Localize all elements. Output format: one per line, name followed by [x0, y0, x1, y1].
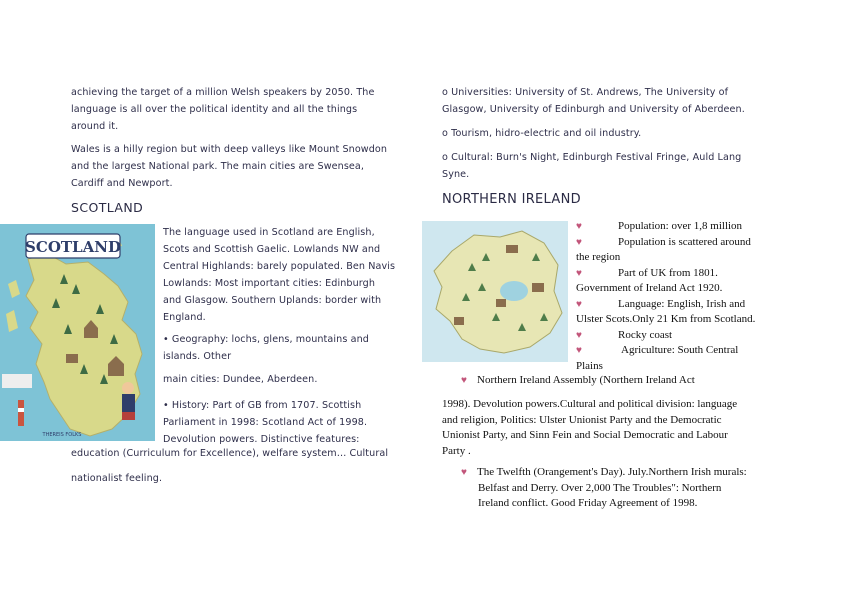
bullet-text: Agriculture: South Central [621, 344, 739, 356]
northern-ireland-heading: NORTHERN IRELAND [442, 192, 581, 207]
list-item [576, 343, 786, 359]
text-line: language is all over the political identity and all the things [71, 104, 358, 115]
bullet-text: Population: over 1,8 million [618, 220, 743, 232]
bullet-text: Northern Ireland Assembly (Northern Ireland Act [477, 374, 695, 386]
text-line: Wales is a hilly region but with deep valleys like Mount Snowdon [71, 144, 388, 155]
scotland-geography [163, 331, 423, 365]
scotland-history-continued: education (Curriculum for Excellence), welfare system… Cultural [71, 448, 389, 459]
text-line: and Glasgow. Southern Uplands: border with [163, 295, 382, 306]
text-line: • History: Part of GB from 1707. Scottish [163, 400, 362, 411]
list-item [461, 465, 791, 481]
heart-icon: ♥ [461, 467, 467, 478]
ni-devolution-paragraph [442, 397, 782, 459]
scotland-universities [442, 84, 782, 118]
map-title-label: SCOTLAND [25, 238, 121, 256]
list-item [576, 297, 786, 313]
text-line: Glasgow, University of Edinburgh and University of Aberdeen. [442, 104, 745, 115]
bullet-text-continued: the region [576, 251, 621, 263]
scotland-history-end: nationalist feeling. [71, 473, 163, 484]
list-item [576, 328, 786, 344]
text-line: and religion, Politics: Ulster Unionist Party and the Democratic [442, 413, 722, 426]
text-line: England. [163, 312, 206, 323]
bullet-text: Language: English, Irish and [618, 297, 746, 310]
heart-icon: ♥ [576, 236, 582, 248]
list-item [576, 235, 786, 251]
bullet-text: The Twelfth (Orangement's Day). July.Northern Irish murals: [477, 466, 747, 478]
text-line: Parliament in 1998: Scotland Act of 1998. [163, 417, 368, 428]
text-line: o Cultural: Burn's Night, Edinburgh Festival Fringe, Auld Lang [442, 152, 742, 163]
heart-icon: ♥ [461, 375, 467, 386]
text-line: islands. Other [163, 351, 232, 362]
text-line: The language used in Scotland are English, [163, 227, 375, 238]
text-line: and the largest National park. The main cities are Swensea, [71, 161, 365, 172]
bullet-text: Population is scattered around [618, 235, 751, 248]
list-item [576, 266, 786, 282]
scotland-history [163, 397, 423, 448]
bullet-text-continued: Ulster Scots.Only 21 Km from Scotland. [576, 313, 756, 325]
text-line: around it. [71, 121, 119, 132]
text-line: achieving the target of a million Welsh speakers by 2050. The [71, 87, 375, 98]
text-line: Lowlands: Most important cities: Edinburgh [163, 278, 376, 289]
heart-icon: ♥ [576, 298, 582, 310]
ni-twelfth-item [461, 465, 791, 512]
scotland-cities: main cities: Dundee, Aberdeen. [163, 374, 318, 385]
heart-icon: ♥ [576, 267, 582, 279]
text-line: Party . [442, 444, 471, 457]
bullet-text-continued: Belfast and Derry. Over 2,000 The Troubles": Northern [478, 481, 722, 494]
text-line: Unionist Party, and Sinn Fein and Social Democratic and Labour [442, 429, 728, 441]
text-line: Central Highlands: barely populated. Ben Navis [163, 261, 396, 272]
text-line: 1998). Devolution powers.Cultural and political division: language [442, 398, 738, 410]
heart-icon: ♥ [576, 345, 582, 356]
bullet-text-continued: Government of Ireland Act 1920. [576, 282, 723, 294]
text-line: Devolution powers. Distinctive features: [163, 434, 360, 445]
scotland-cultural [442, 149, 782, 183]
heart-icon: ♥ [576, 329, 582, 341]
wales-paragraph-2 [71, 141, 411, 192]
northern-ireland-map-image [422, 221, 568, 362]
ni-bullet-list [576, 219, 786, 374]
text-line: • Geography: lochs, glens, mountains and [163, 334, 369, 345]
bullet-text-continued: Ireland conflict. Good Friday Agreement of 1998. [478, 497, 698, 509]
scotland-intro [163, 224, 423, 326]
list-item [576, 219, 786, 235]
wales-paragraph-1 [71, 84, 401, 135]
bullet-text: Part of UK from 1801. [618, 266, 718, 279]
map-caption: THEREIS FOLKS [42, 432, 82, 438]
text-line: Syne. [442, 169, 470, 180]
text-line: Scots and Scottish Gaelic. Lowlands NW and [163, 244, 381, 255]
bullet-text: Rocky coast [618, 328, 673, 341]
text-line: o Universities: University of St. Andrews, The University of [442, 87, 729, 98]
scotland-tourism: o Tourism, hidro-electric and oil industry. [442, 128, 642, 139]
scotland-heading: SCOTLAND [71, 200, 144, 215]
text-line: Cardiff and Newport. [71, 178, 173, 189]
scotland-map-image [0, 224, 155, 441]
bullet-text-continued: Plains [576, 359, 603, 372]
heart-icon: ♥ [576, 221, 582, 232]
ni-assembly-item [461, 374, 695, 386]
